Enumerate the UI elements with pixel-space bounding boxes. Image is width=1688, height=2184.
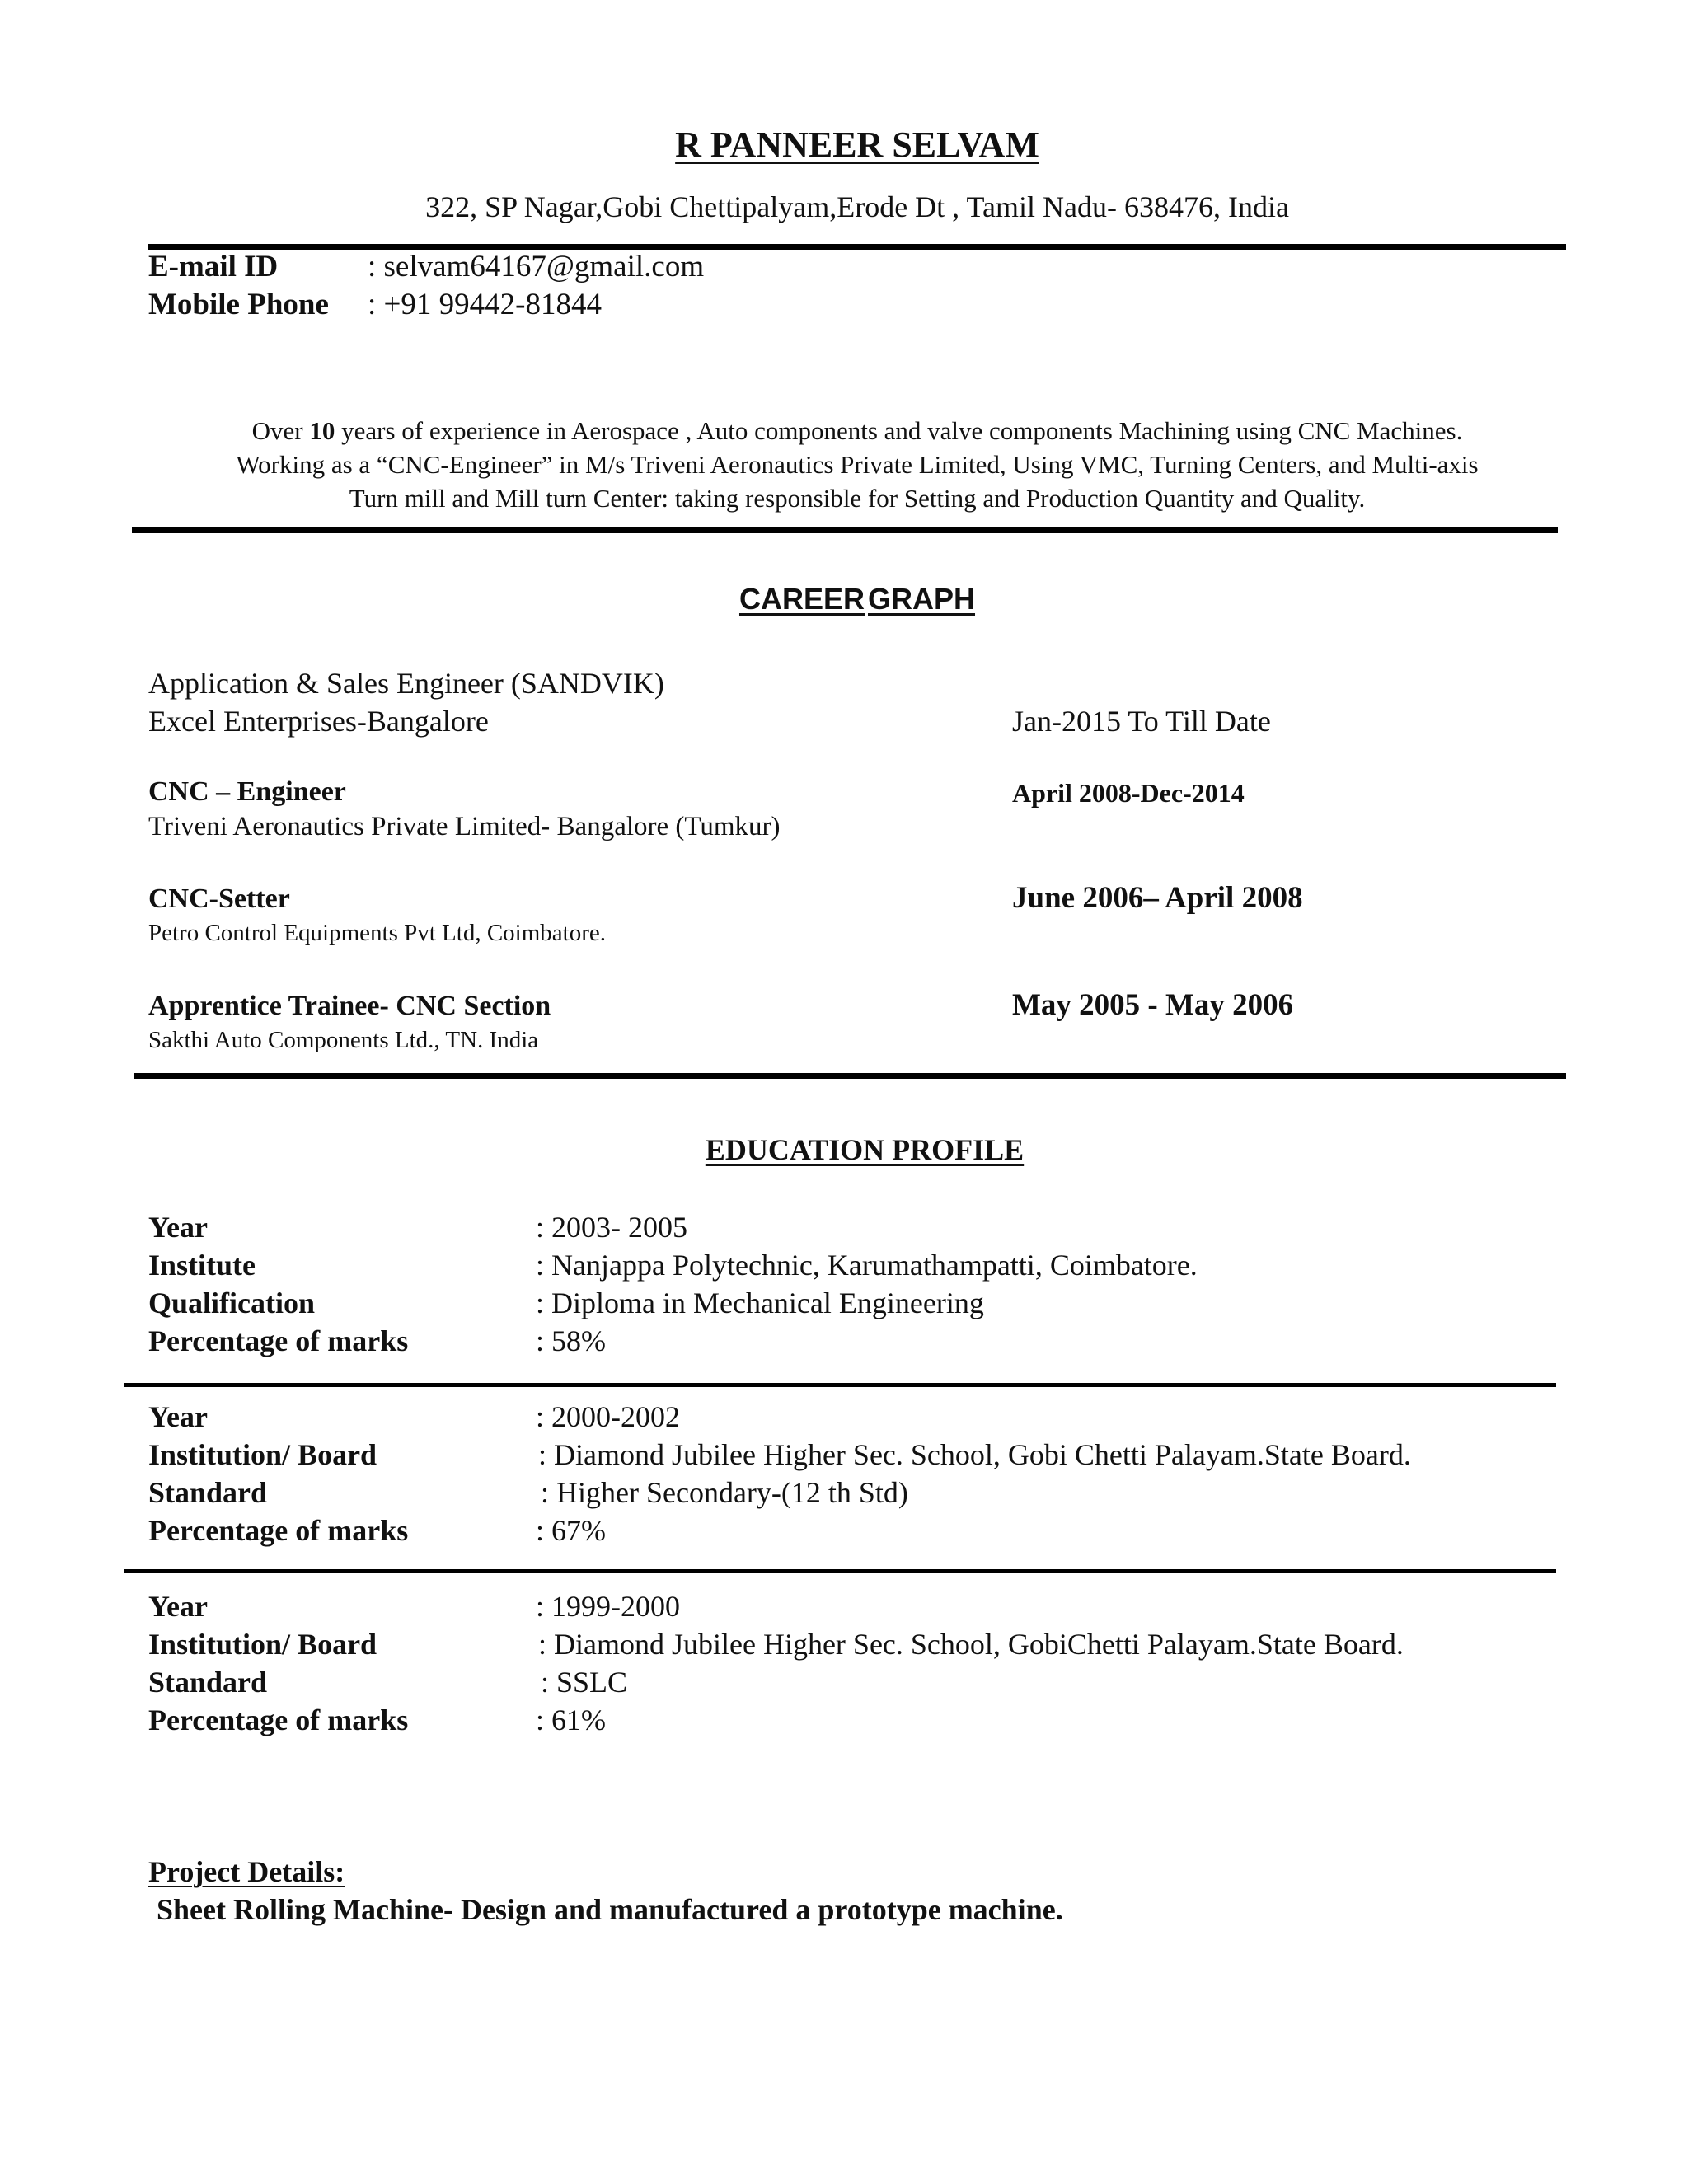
phone-value: : +91 99442-81844 [368, 288, 602, 321]
edu-percentage-label: Percentage of marks [148, 1324, 409, 1357]
edu-institute-value: : Nanjappa Polytechnic, Karumathampatti, Coimbatore. [536, 1249, 1198, 1282]
edu-percentage-value: : 67% [536, 1514, 606, 1547]
edu-year-label: Year [148, 1211, 208, 1244]
edu-year-value: : 2000-2002 [536, 1400, 680, 1433]
edu-year-value: : 2003- 2005 [536, 1211, 687, 1244]
edu-institution-value: : Diamond Jubilee Higher Sec. School, Gobi Chetti Palayam.State Board. [538, 1438, 1411, 1471]
job-title: Application & Sales Engineer (SANDVIK) [148, 667, 664, 700]
edu-standard-value: : Higher Secondary-(12 th Std) [541, 1476, 908, 1509]
job-dates: April 2008-Dec-2014 [1012, 778, 1245, 808]
education-divider-2 [124, 1569, 1556, 1573]
job-dates: Jan-2015 To Till Date [1012, 705, 1271, 738]
email-label: E-mail ID [148, 250, 279, 284]
summary-line-3: Turn mill and Mill turn Center: taking responsible for Setting and Production Quantity and Quality. [349, 484, 1366, 513]
edu-standard-label: Standard [148, 1476, 268, 1509]
phone-label: Mobile Phone [148, 288, 329, 321]
job-company: Sakthi Auto Components Ltd., TN. India [148, 1027, 539, 1053]
job-title: Apprentice Trainee- CNC Section [148, 991, 551, 1021]
years-count: 10 [309, 416, 335, 445]
summary-divider [132, 527, 1558, 533]
project-description: Sheet Rolling Machine- Design and manufactured a prototype machine. [157, 1893, 1063, 1926]
edu-percentage-value: : 61% [536, 1704, 606, 1736]
job-dates: June 2006– April 2008 [1012, 881, 1303, 915]
edu-institution-label: Institution/ Board [148, 1438, 377, 1471]
edu-standard-label: Standard [148, 1666, 268, 1699]
edu-standard-value: : SSLC [541, 1666, 628, 1699]
career-divider [134, 1073, 1566, 1079]
edu-qualification-value: : Diploma in Mechanical Engineering [536, 1286, 984, 1319]
edu-year-label: Year [148, 1590, 208, 1623]
education-divider-1 [124, 1383, 1556, 1387]
edu-qualification-label: Qualification [148, 1286, 316, 1319]
edu-percentage-label: Percentage of marks [148, 1704, 409, 1736]
edu-year-value: : 1999-2000 [536, 1590, 680, 1623]
edu-percentage-label: Percentage of marks [148, 1514, 409, 1547]
job-company: Excel Enterprises-Bangalore [148, 705, 489, 738]
summary-line-1: Over 10 years of experience in Aerospace , Auto components and valve components Machining using CNC Machines. [251, 416, 1463, 445]
edu-year-label: Year [148, 1400, 208, 1433]
edu-institution-label: Institution/ Board [148, 1628, 377, 1661]
career-section-title: CAREER GRAPH [738, 582, 976, 616]
job-title: CNC – Engineer [148, 776, 346, 807]
edu-institution-value: : Diamond Jubilee Higher Sec. School, GobiChetti Palayam.State Board. [538, 1628, 1404, 1661]
job-company: Petro Control Equipments Pvt Ltd, Coimbatore. [148, 920, 606, 946]
edu-percentage-value: : 58% [536, 1324, 606, 1357]
header-divider [148, 244, 1566, 250]
project-details-title: Project Details: [148, 1855, 345, 1888]
email-value: : selvam64167@gmail.com [368, 250, 705, 284]
education-section-title: EDUCATION PROFILE [705, 1133, 1025, 1166]
edu-institute-label: Institute [148, 1249, 256, 1282]
job-dates: May 2005 - May 2006 [1012, 988, 1294, 1022]
profile-summary [148, 414, 1566, 515]
job-title: CNC-Setter [148, 883, 290, 914]
address: 322, SP Nagar,Gobi Chettipalyam,Erode Dt , Tamil Nadu- 638476, India [425, 190, 1289, 223]
candidate-name: R PANNEER SELVAM [675, 124, 1039, 165]
job-company: Triveni Aeronautics Private Limited- Bangalore (Tumkur) [148, 812, 781, 841]
summary-line-2: Working as a “CNC-Engineer” in M/s Triveni Aeronautics Private Limited, Using VMC, Turning Centers, and Multi-axis [236, 450, 1479, 479]
